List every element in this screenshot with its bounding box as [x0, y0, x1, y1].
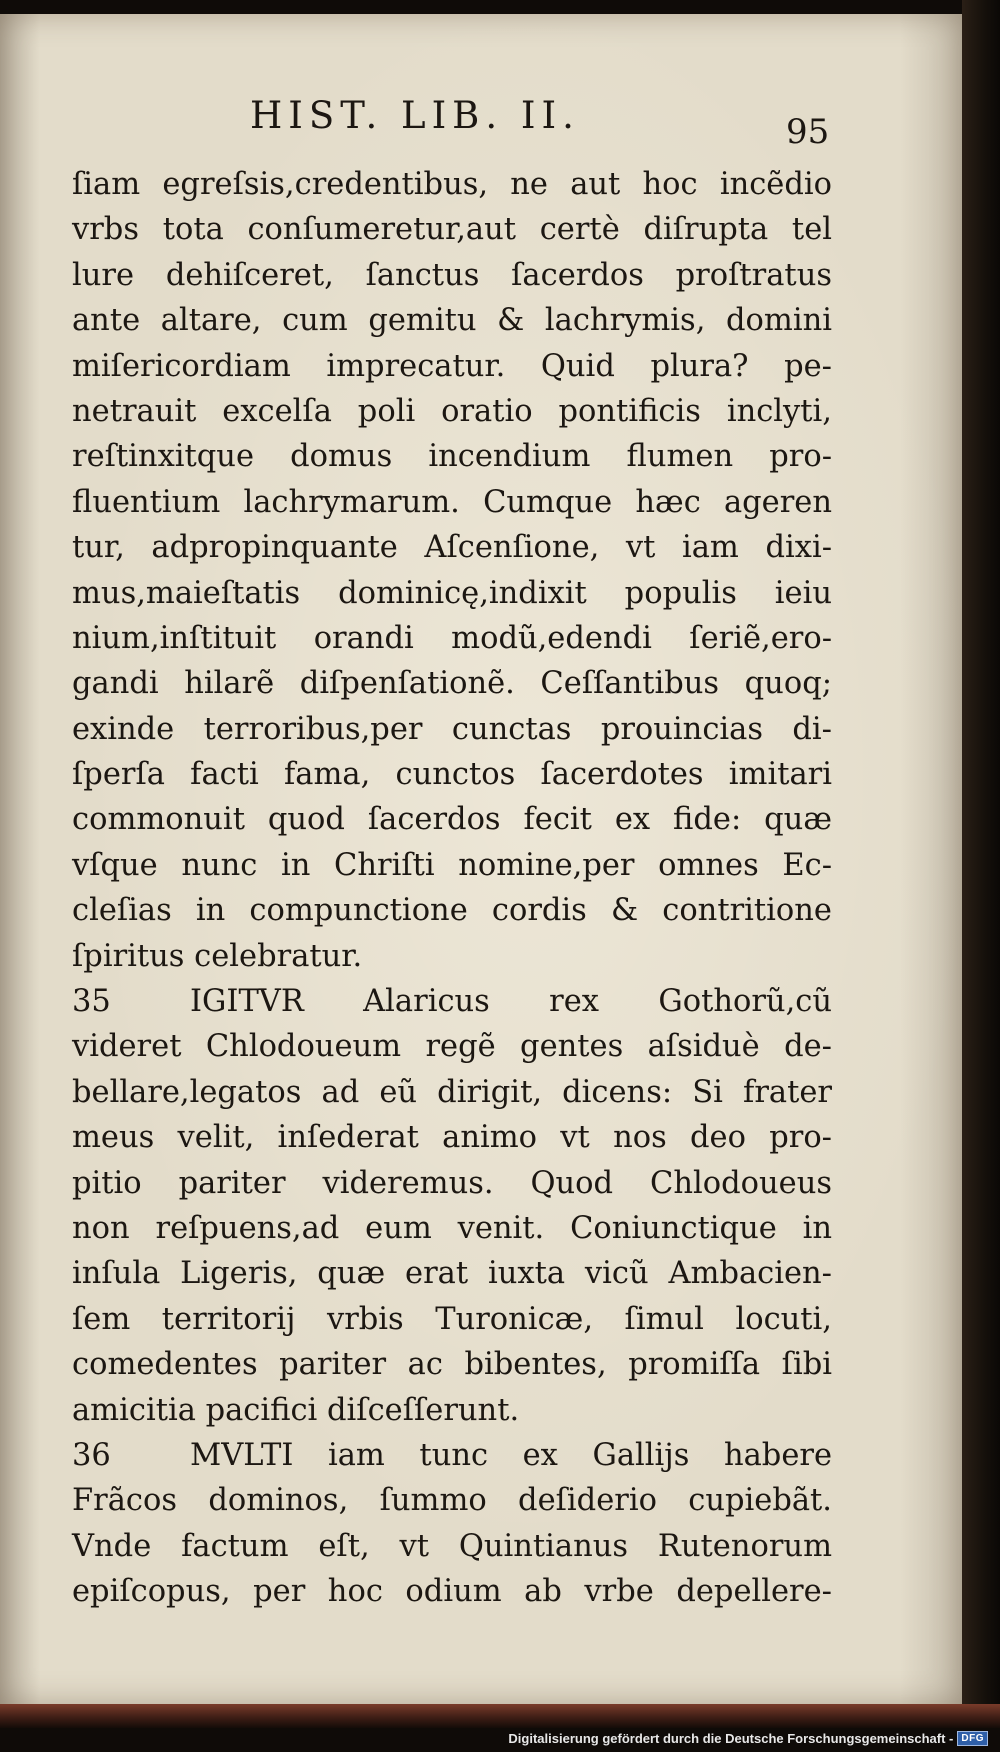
- text-line: miſericordiam imprecatur. Quid plura? pe-: [72, 348, 832, 384]
- text-line: inſula Ligeris, quæ erat iuxta vicũ Ambacien-: [72, 1256, 832, 1292]
- text-line: nium,inſtituit orandi modũ,edendi ſeriẽ,ero-: [72, 620, 832, 656]
- text-line: commonuit quod ſacerdos fecit ex fide: quæ: [72, 802, 832, 838]
- text-line: ante altare, cum gemitu & lachrymis, domini: [72, 303, 832, 339]
- paragraph-first-line: IGITVR Alaricus rex Gothorũ,cũ: [190, 984, 832, 1020]
- book-edge-shadow: [962, 0, 1000, 1710]
- text-line: ſperſa facti fama, cunctos ſacerdotes imitari: [72, 757, 832, 793]
- text-line: pitio pariter videremus. Quod Chlodoueus: [72, 1165, 832, 1201]
- text-line: fluentium lachrymarum. Cumque hæc ageren: [72, 484, 832, 520]
- book-bottom-edge: [0, 1704, 1000, 1728]
- paragraph-first-line: MVLTI iam tunc ex Gallijs habere: [190, 1437, 832, 1473]
- page-number: 95: [786, 112, 830, 152]
- text-line: Frãcos dominos, ſummo deſiderio cupiebãt.: [72, 1483, 832, 1519]
- text-line: Vnde factum eſt, vt Quintianus Rutenorum: [72, 1528, 832, 1564]
- paragraph-36-heading-line: [72, 1433, 832, 1478]
- book-page: [0, 14, 962, 1704]
- paragraph-35-heading-line: [72, 979, 832, 1024]
- text-line: ſpiritus celebratur.: [72, 938, 363, 974]
- digitization-credit: [508, 1731, 988, 1746]
- credit-text: Digitalisierung gefördert durch die Deutsche Forschungsgemeinschaft -: [508, 1731, 954, 1746]
- text-line: epiſcopus, per hoc odium ab vrbe depellere-: [72, 1574, 832, 1610]
- paragraph-number: 35: [72, 984, 111, 1020]
- text-line: amicitia pacifici diſceſſerunt.: [72, 1392, 520, 1428]
- text-line: reſtinxitque domus incendium flumen pro-: [72, 439, 832, 475]
- text-line: ſiam egreſsis,credentibus, ne aut hoc incẽdio: [72, 167, 832, 202]
- text-line: vrbs tota conſumeretur,aut certè diſrupta tel: [72, 212, 832, 248]
- text-line: cleſias in compunctione cordis & contritione: [72, 893, 832, 929]
- dfg-logo-icon: DFG: [957, 1731, 988, 1746]
- text-line: vſque nunc in Chriſti nomine,per omnes Ec-: [72, 847, 832, 883]
- paragraph-number: 36: [72, 1437, 111, 1473]
- text-line: meus velit, inſederat animo vt nos deo pro-: [72, 1120, 832, 1156]
- text-line: ſem territorij vrbis Turonicæ, ſimul locuti,: [72, 1301, 832, 1337]
- text-line: non reſpuens,ad eum venit. Coniunctique in: [72, 1210, 832, 1246]
- text-line: exinde terroribus,per cunctas prouincias di-: [72, 711, 832, 747]
- text-line: bellare,legatos ad eũ dirigit, dicens: Si frater: [72, 1074, 832, 1110]
- text-line: mus,maieſtatis dominicę,indixit populis ieiu: [72, 575, 832, 611]
- text-line: comedentes pariter ac bibentes, promiſſa ſibi: [72, 1347, 832, 1383]
- text-line: netrauit excelſa poli oratio pontificis inclyti,: [72, 393, 832, 429]
- text-line: tur, adpropinquante Aſcenſione, vt iam dixi-: [72, 530, 832, 566]
- text-block: [72, 162, 832, 1615]
- running-head: HIST. LIB. II.: [250, 94, 580, 137]
- text-line: lure dehiſceret, ſanctus ſacerdos proſtratus: [72, 257, 832, 293]
- text-line: gandi hilarẽ diſpenſationẽ. Ceſſantibus quoq;: [72, 666, 832, 702]
- text-line: videret Chlodoueum regẽ gentes aſsiduè de-: [72, 1029, 832, 1065]
